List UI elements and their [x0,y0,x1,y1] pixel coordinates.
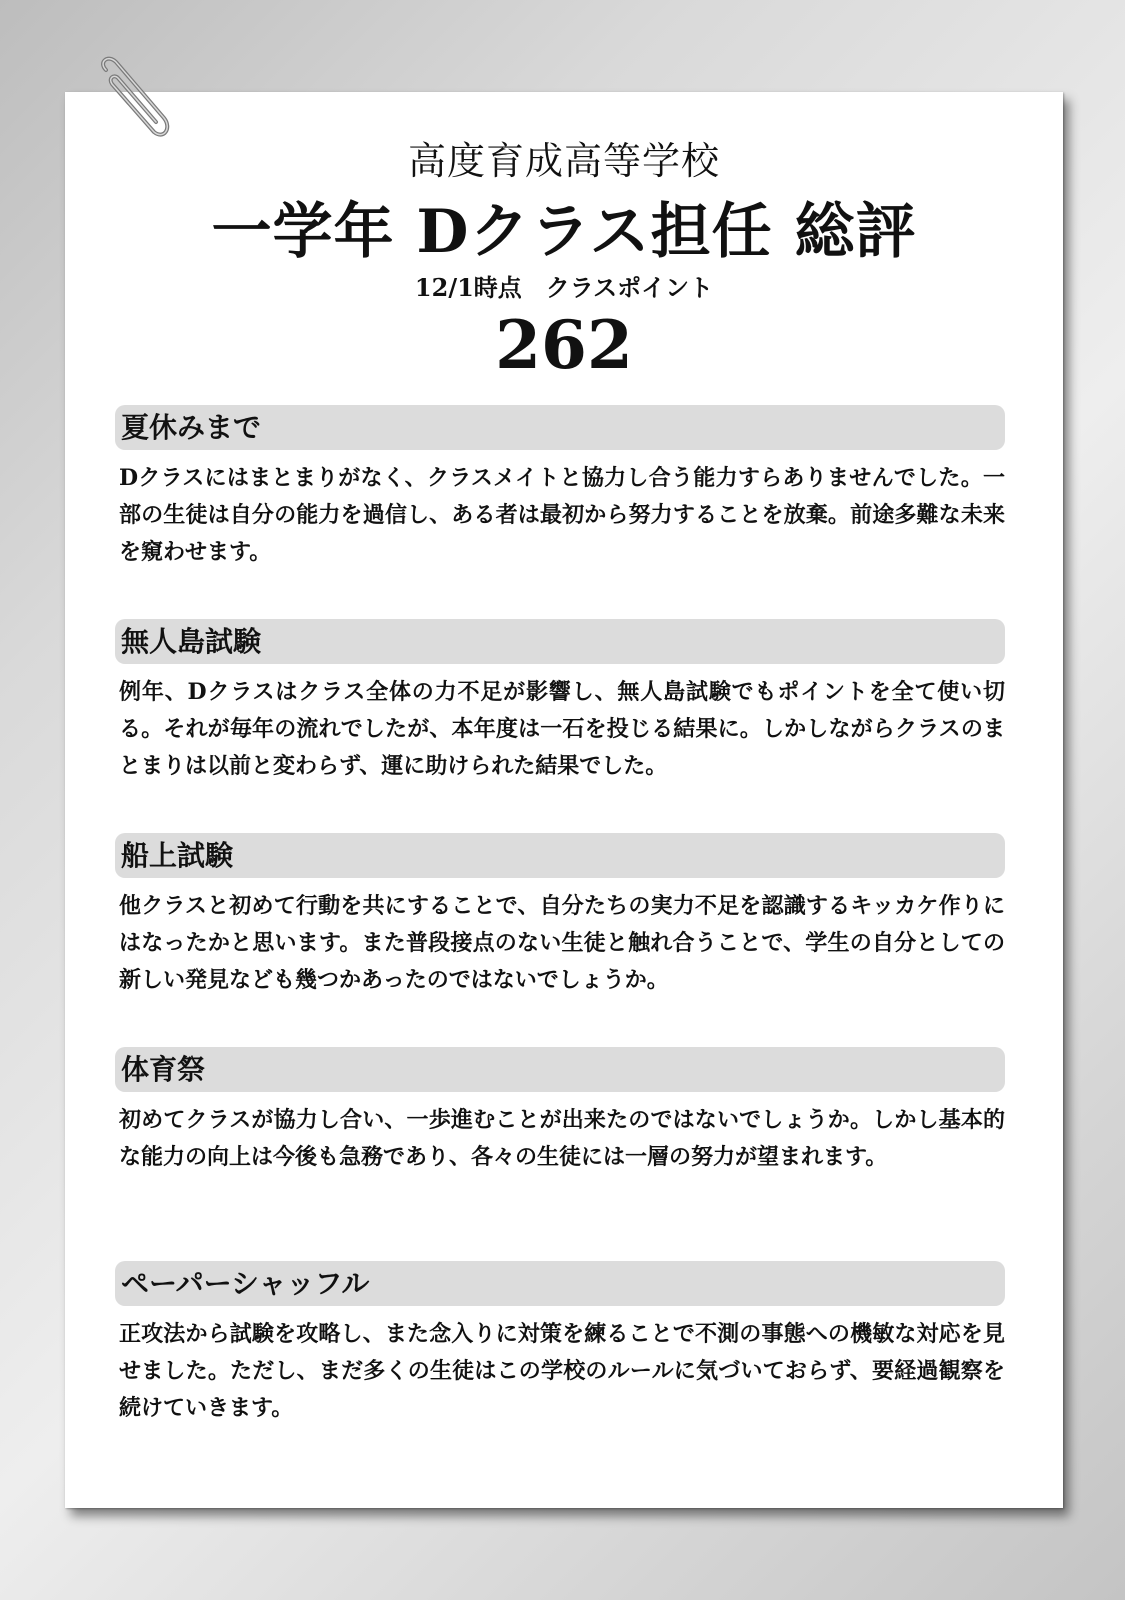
section-heading: 体育祭 [115,1047,1005,1092]
section-ship-exam [115,833,1005,999]
section-paper-shuffle [115,1261,1005,1427]
section-heading: ペーパーシャッフル [115,1261,1005,1306]
section-island-exam [115,619,1005,785]
section-heading: 無人島試験 [115,619,1005,664]
section-body: 初めてクラスが協力し合い、一歩進むことが出来たのではないでしょうか。しかし基本的な能力の向上は今後も急務であり、各々の生徒には一層の努力が望まれます。 [119,1107,1005,1170]
section-body: 正攻法から試験を攻略し、また念入りに対策を練ることで不測の事態への機敏な対応を見せました。ただし、まだ多くの生徒はこの学校のルールに気づいておらず、要経過観察を続けていきます。 [119,1321,1005,1421]
section-heading: 夏休みまで [115,405,1005,450]
section-summer [115,405,1005,571]
section-sports-festival [115,1047,1005,1176]
section-heading: 船上試験 [115,833,1005,878]
section-body: Dクラスにはまとまりがなく、クラスメイトと協力し合う能力すらありませんでした。一部の生徒は自分の能力を過信し、ある者は最初から努力することを放棄。前途多難な未来を窺わせます。 [119,465,1005,565]
paperclip-icon [94,56,174,146]
school-name: 高度育成高等学校 [407,139,720,183]
report-paper [65,92,1063,1508]
section-body: 例年、Dクラスはクラス全体の力不足が影響し、無人島試験でもポイントを全て使い切る。それが毎年の流れでしたが、本年度は一石を投じる結果に。しかしながらクラスのまとまりは以前と変わらず、運に助けられた結果でした。 [119,679,1005,779]
section-body: 他クラスと初めて行動を共にすることで、自分たちの実力不足を認識するキッカケ作りにはなったかと思います。また普段接点のない生徒と触れ合うことで、学生の自分としての新しい発見なども幾つかあったのではないでしょうか。 [119,893,1005,993]
class-points-value: 262 [495,306,633,384]
class-points-label: 12/1時点 クラスポイント [414,273,714,302]
report-title: 一学年 Dクラス担任 総評 [211,197,917,267]
